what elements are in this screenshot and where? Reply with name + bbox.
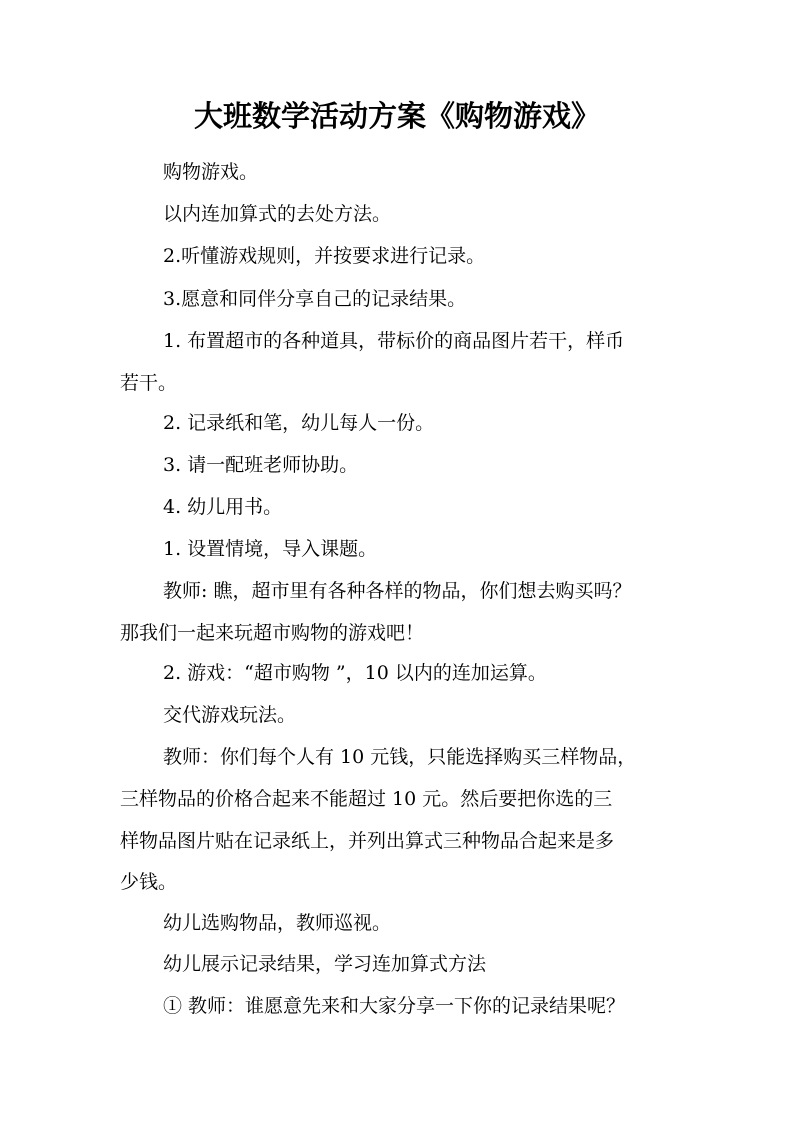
paragraph-line: ① 教师：谁愿意先来和大家分享一下你的记录结果呢？ bbox=[163, 995, 626, 1017]
paragraph-line: 3.愿意和同伴分享自己的记录结果。 bbox=[163, 288, 467, 310]
paragraph-line: 样物品图片贴在记录纸上，并列出算式三种物品合起来是多 bbox=[120, 830, 615, 852]
document-title: 大班数学活动方案《购物游戏》 bbox=[193, 99, 600, 133]
paragraph-line: 3. 请一配班老师协助。 bbox=[163, 454, 359, 476]
paragraph-line: 1. 设置情境，导入课题。 bbox=[163, 538, 378, 560]
paragraph-line: 1. 布置超市的各种道具，带标价的商品图片若干，样币 bbox=[163, 330, 625, 352]
paragraph-line: 教师：你们每个人有 10 元钱，只能选择购买三样物品， bbox=[163, 746, 637, 768]
paragraph-line: 若干。 bbox=[120, 372, 178, 394]
paragraph-line: 那我们一起来玩超市购物的游戏吧！ bbox=[120, 622, 425, 644]
paragraph-line: 2. 记录纸和笔，幼儿每人一份。 bbox=[163, 412, 435, 434]
paragraph-line: 4. 幼儿用书。 bbox=[163, 496, 283, 518]
paragraph-line: 幼儿选购物品，教师巡视。 bbox=[163, 912, 392, 934]
paragraph-line: 购物游戏。 bbox=[163, 161, 259, 183]
paragraph-line: 2. 游戏：“超市购物 ”，10 以内的连加运算。 bbox=[163, 662, 547, 684]
paragraph-line: 少钱。 bbox=[120, 871, 178, 893]
paragraph-line: 三样物品的价格合起来不能超过 10 元。然后要把你选的三 bbox=[120, 788, 613, 810]
paragraph-line: 交代游戏玩法。 bbox=[163, 704, 297, 726]
paragraph-line: 以内连加算式的去处方法。 bbox=[163, 203, 392, 225]
paragraph-line: 幼儿展示记录结果，学习连加算式方法 bbox=[163, 953, 487, 975]
paragraph-line: 2.听懂游戏规则，并按要求进行记录。 bbox=[163, 245, 486, 267]
paragraph-line: 教师: 瞧，超市里有各种各样的物品，你们想去购买吗？ bbox=[163, 580, 632, 602]
